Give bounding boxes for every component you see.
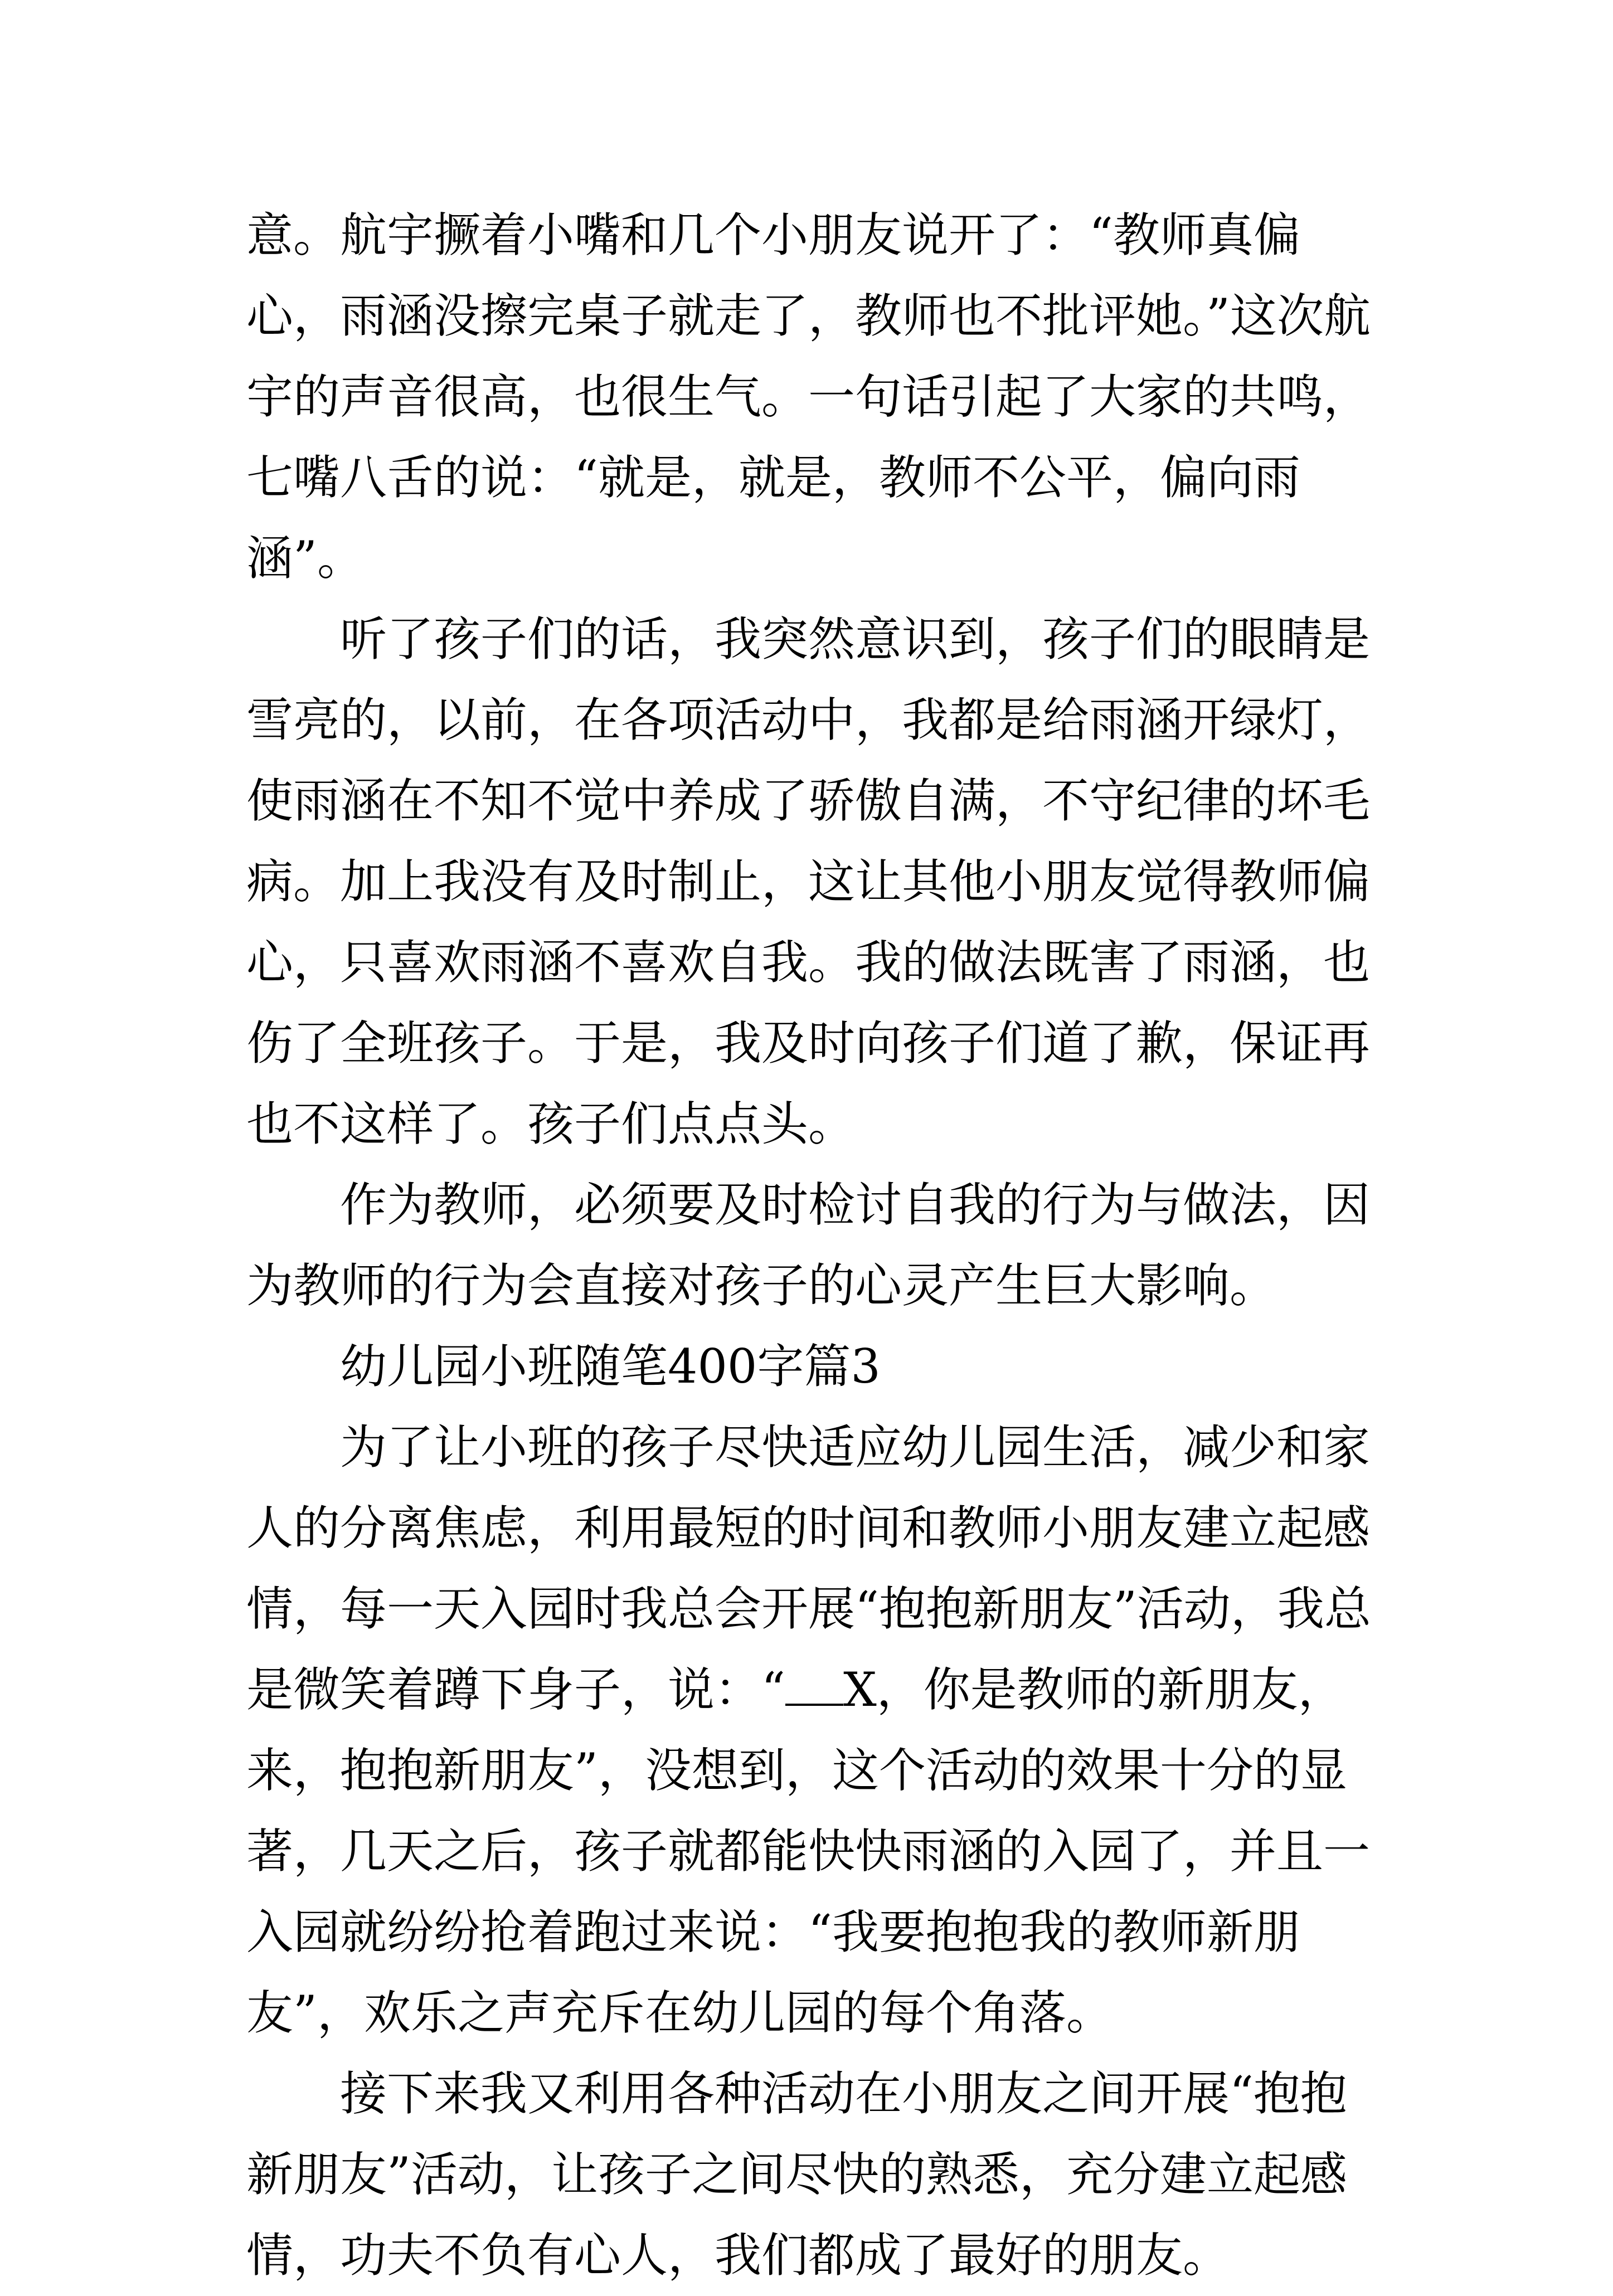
paragraph-4 — [246, 1407, 1372, 2054]
paragraph-4-before-blank: 为了让小班的孩子尽快适应幼儿园生活，减少和家人的分离焦虑，利用最短的时间和教师小朋友建立起感情，每一天入园时我总会开展“抱抱新朋友”活动，我总是微笑着蹲下身子，说：“ — [246, 1420, 1371, 1717]
paragraph-4-after-blank: X，你是教师的新朋友，来，抱抱新朋友”，没想到，这个活动的效果十分的显著，几天之后，孩子就都能快快雨涵的入园了，并且一入园就纷纷抢着跑过来说：“我要抱抱我的教师新朋友”，欢乐之声充斥在幼儿园的每个角落。 — [246, 1662, 1371, 2040]
document-body — [246, 195, 1372, 2296]
paragraph-1: 意。航宇撅着小嘴和几个小朋友说开了：“教师真偏心，雨涵没擦完桌子就走了，教师也不批评她。”这次航宇的声音很高，也很生气。一句话引起了大家的共鸣，七嘴八舌的说：“就是，就是，教师不公平，偏向雨涵”。 — [246, 208, 1371, 586]
paragraph-3: 作为教师，必须要及时检讨自我的行为与做法，因为教师的行为会直接对孩子的心灵产生巨大影响。 — [246, 1178, 1371, 1313]
fill-in-blank — [785, 1665, 843, 1706]
paragraph-2: 听了孩子们的话，我突然意识到，孩子们的眼睛是雪亮的，以前，在各项活动中，我都是给雨涵开绿灯，使雨涵在不知不觉中养成了骄傲自满，不守纪律的坏毛病。加上我没有及时制止，这让其他小朋友觉得教师偏心，只喜欢雨涵不喜欢自我。我的做法既害了雨涵，也伤了全班孩子。于是，我及时向孩子们道了歉，保证再也不这样了。孩子们点点头。 — [246, 612, 1371, 1151]
paragraph-5: 接下来我又利用各种活动在小朋友之间开展“抱抱新朋友”活动，让孩子之间尽快的熟悉，充分建立起感情，功夫不负有心人，我们都成了最好的朋友。 — [246, 2066, 1347, 2283]
section-heading: 幼儿园小班随笔400字篇3 — [340, 1339, 881, 1394]
